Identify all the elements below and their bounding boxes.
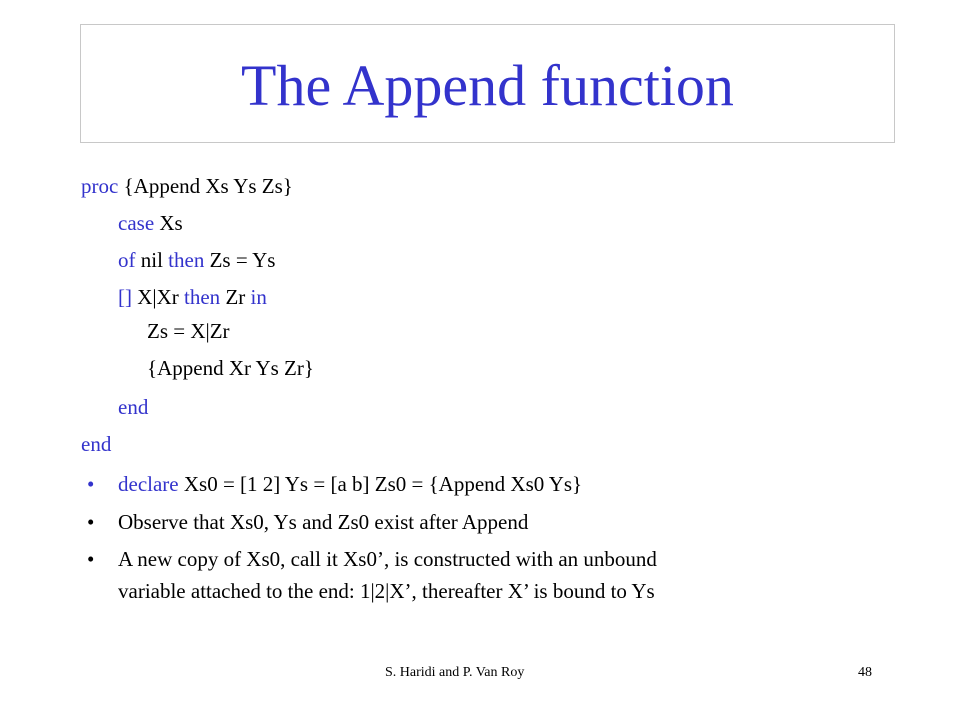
keyword-then: then xyxy=(168,248,205,272)
code-text: Zr xyxy=(220,285,251,309)
bullet-marker: • xyxy=(87,510,95,534)
code-line-of xyxy=(118,248,275,272)
page-number: 48 xyxy=(858,665,872,680)
bullet-marker: • xyxy=(87,547,95,571)
code-line-append-call: {Append Xr Ys Zr} xyxy=(147,356,314,380)
footer-authors: S. Haridi and P. Van Roy xyxy=(385,665,525,680)
code-line-zs-assign: Zs = X|Zr xyxy=(147,319,230,343)
title-box xyxy=(80,24,895,143)
keyword-then: then xyxy=(184,285,221,309)
code-line-case xyxy=(118,211,183,235)
slide-title: The Append function xyxy=(241,52,734,118)
keyword-in: in xyxy=(250,285,267,309)
bullet-copy-line-2: variable attached to the end: 1|2|X’, thereafter X’ is bound to Ys xyxy=(118,579,655,603)
code-line-end-proc: end xyxy=(81,432,112,456)
bullet-declare xyxy=(118,472,582,496)
keyword-bracket: [] xyxy=(118,285,132,309)
code-text: Zs = Ys xyxy=(204,248,276,272)
code-text: Xs xyxy=(154,211,183,235)
code-line-proc xyxy=(81,174,293,198)
code-line-end-case: end xyxy=(118,395,149,419)
code-text: {Append Xs Ys Zs} xyxy=(118,174,293,198)
bullet-marker: • xyxy=(87,472,95,496)
bullet-text: Xs0 = [1 2] Ys = [a b] Zs0 = {Append Xs0 Ys} xyxy=(178,472,583,496)
keyword-declare: declare xyxy=(118,472,179,496)
code-text: nil xyxy=(135,248,169,272)
code-line-alternative xyxy=(118,285,267,309)
code-text: X|Xr xyxy=(132,285,185,309)
keyword-proc: proc xyxy=(81,174,119,198)
keyword-case: case xyxy=(118,211,155,235)
bullet-copy-line-1: A new copy of Xs0, call it Xs0’, is constructed with an unbound xyxy=(118,547,657,571)
bullet-observe: Observe that Xs0, Ys and Zs0 exist after Append xyxy=(118,510,529,534)
keyword-of: of xyxy=(118,248,136,272)
